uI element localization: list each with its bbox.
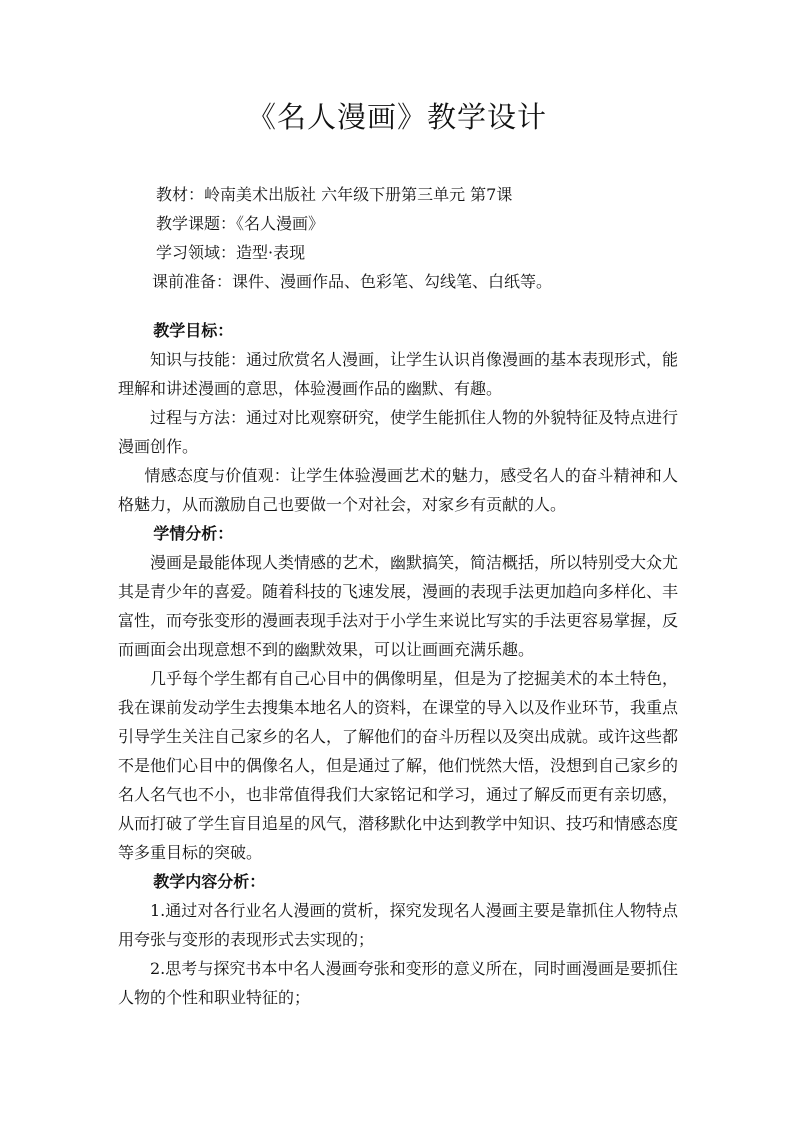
content-item-2: 2.思考与探究书本中名人漫画夸张和变形的意义所在，同时画漫画是要抓住人物的个性和职业特征的； <box>118 959 678 1007</box>
goal-emotion: 情感态度与价值观：让学生体验漫画艺术的魅力，感受名人的奋斗精神和人格魅力，从而激励自己也要做一个对社会，对家乡有贡献的人。 <box>118 466 678 514</box>
course-meta <box>152 180 553 296</box>
topic-line: 教学课题：《名人漫画》 <box>156 214 325 233</box>
goals-heading: 教学目标： <box>153 321 234 340</box>
document-title: 《名人漫画》教学设计 <box>246 100 547 134</box>
content-heading: 教学内容分析： <box>153 872 266 891</box>
preparation-line: 课前准备：课件、漫画作品、色彩笔、勾线笔、白纸等。 <box>152 272 553 291</box>
content-item-1: 1.通过对各行业名人漫画的赏析，探究发现名人漫画主要是靠抓住人物特点用夸张与变形的表现形式去实现的； <box>118 901 678 949</box>
goal-process: 过程与方法：通过对比观察研究，使学生能抓住人物的外貌特征及特点进行漫画创作。 <box>118 408 679 456</box>
goal-knowledge: 知识与技能：通过欣赏名人漫画，让学生认识肖像漫画的基本表现形式，能理解和讲述漫画的意思，体验漫画作品的幽默、有趣。 <box>118 350 679 398</box>
analysis-heading: 学情分析： <box>153 524 234 543</box>
analysis-paragraph-2: 几乎每个学生都有自己心目中的偶像明星，但是为了挖掘美术的本土特色，我在课前发动学生去搜集本地名人的资料，在课堂的导入以及作业环节，我重点引导学生关注自己家乡的名人，了解他们的奋斗历程以及突出成就。或许这些都不是他们心目中的偶像名人，但是通过了解，他们恍然大悟，没想到自己家乡的名人名气也不小，也非常值得我们大家铭记和学习，通过了解反而更有亲切感，从而打破了学生盲目追星的风气，潜移默化中达到教学中知识、技巧和情感态度等多重目标的突破。 <box>118 669 679 862</box>
analysis-paragraph-1: 漫画是最能体现人类情感的艺术，幽默搞笑，简洁概括，所以特别受大众尤其是青少年的喜爱。随着科技的飞速发展，漫画的表现手法更加趋向多样化、丰富性，而夸张变形的漫画表现手法对于小学生来说比写实的手法更容易掌握，反而画面会出现意想不到的幽默效果，可以让画画充满乐趣。 <box>118 553 679 659</box>
textbook-line: 教材：岭南美术出版社 六年级下册第三单元 第7课 <box>156 185 513 204</box>
field-line: 学习领域：造型·表现 <box>156 243 306 262</box>
document-body <box>118 316 678 1012</box>
